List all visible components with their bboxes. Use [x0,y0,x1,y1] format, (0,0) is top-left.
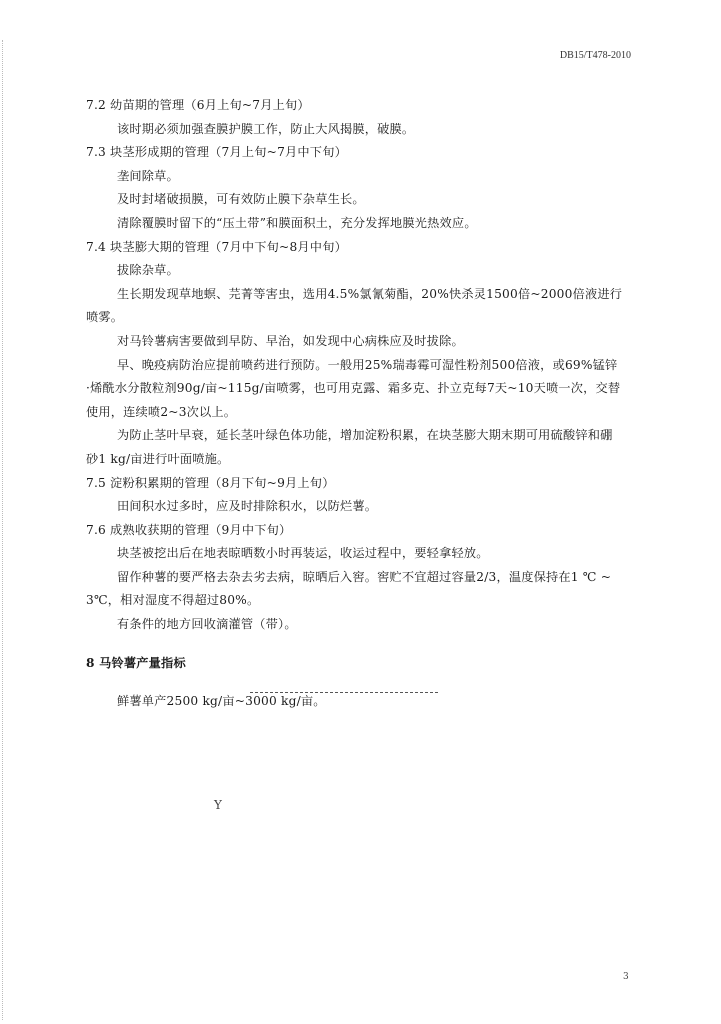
body-line: 对马铃薯病害要做到早防、早治，如发现中心病株应及时拔除。 [117,333,464,348]
body-line: ·烯酰水分散粒剂90g/亩~115g/亩喷雾，也可用克露、霜多克、扑立克每7天~10天喷一次，交替 [86,381,621,396]
section-heading: 7.4 块茎膨大期的管理（7月中下旬~8月中旬） [86,239,347,254]
section-heading: 7.6 成熟收获期的管理（9月中下旬） [86,522,292,537]
standard-code: DB15/T478-2010 [559,50,631,61]
body-line: 3℃，相对湿度不得超过80%。 [86,593,260,608]
end-rule [250,692,438,693]
spacer [86,637,642,652]
body-line: 拔除杂草。 [117,263,179,278]
page-number: 3 [623,972,629,982]
body-line: 及时封堵破损膜，可有效防止膜下杂草生长。 [117,192,365,207]
document-body [86,94,642,714]
body-line: 使用，连续喷2~3次以上。 [86,404,237,419]
spacer [86,675,642,690]
body-line: 块茎被挖出后在地表晾晒数小时再装运，收运过程中，要轻拿轻放。 [117,546,489,561]
stray-mark: Y [214,798,222,812]
body-line: 生长期发现草地螟、芫菁等害虫，选用4.5%氯氰菊酯，20%快杀灵1500倍~2000倍液进行 [117,286,623,301]
section-heading: 7.5 淀粉积累期的管理（8月下旬~9月上旬） [86,475,335,490]
body-line: 该时期必须加强查膜护膜工作，防止大风揭膜，破膜。 [117,121,415,136]
section-heading: 7.2 幼苗期的管理（6月上旬~7月上旬） [86,98,310,112]
section-heading: 8 马铃薯产量指标 [86,655,186,670]
body-line: 喷雾。 [86,310,124,325]
body-line: 砂1 kg/亩进行叶面喷施。 [86,451,230,466]
body-line: 垄间除草。 [117,168,179,183]
body-line: 早、晚疫病防治应提前喷药进行预防。一般用25%瑞毒霉可湿性粉剂500倍液，或69%锰锌 [117,357,618,372]
body-line: 有条件的地方回收滴灌管（带）。 [117,617,297,632]
body-line: 清除覆膜时留下的“压土带”和膜面积土，充分发挥地膜光热效应。 [117,215,477,230]
body-line: 留作种薯的要严格去杂去劣去病，晾晒后入窖。窖贮不宜超过容量2/3，温度保持在1 ℃ ~ [117,569,612,584]
scan-edge-dots [2,40,4,1020]
body-line: 田间积水过多时，应及时排除积水，以防烂薯。 [117,499,378,514]
body-line: 为防止茎叶早衰，延长茎叶绿色体功能，增加淀粉积累，在块茎膨大期末期可用硫酸锌和硼 [117,428,613,443]
section-heading: 7.3 块茎形成期的管理（7月上旬~7月中下旬） [86,145,347,160]
body-line: 鲜薯单产2500 kg/亩~3000 kg/亩。 [117,694,326,709]
